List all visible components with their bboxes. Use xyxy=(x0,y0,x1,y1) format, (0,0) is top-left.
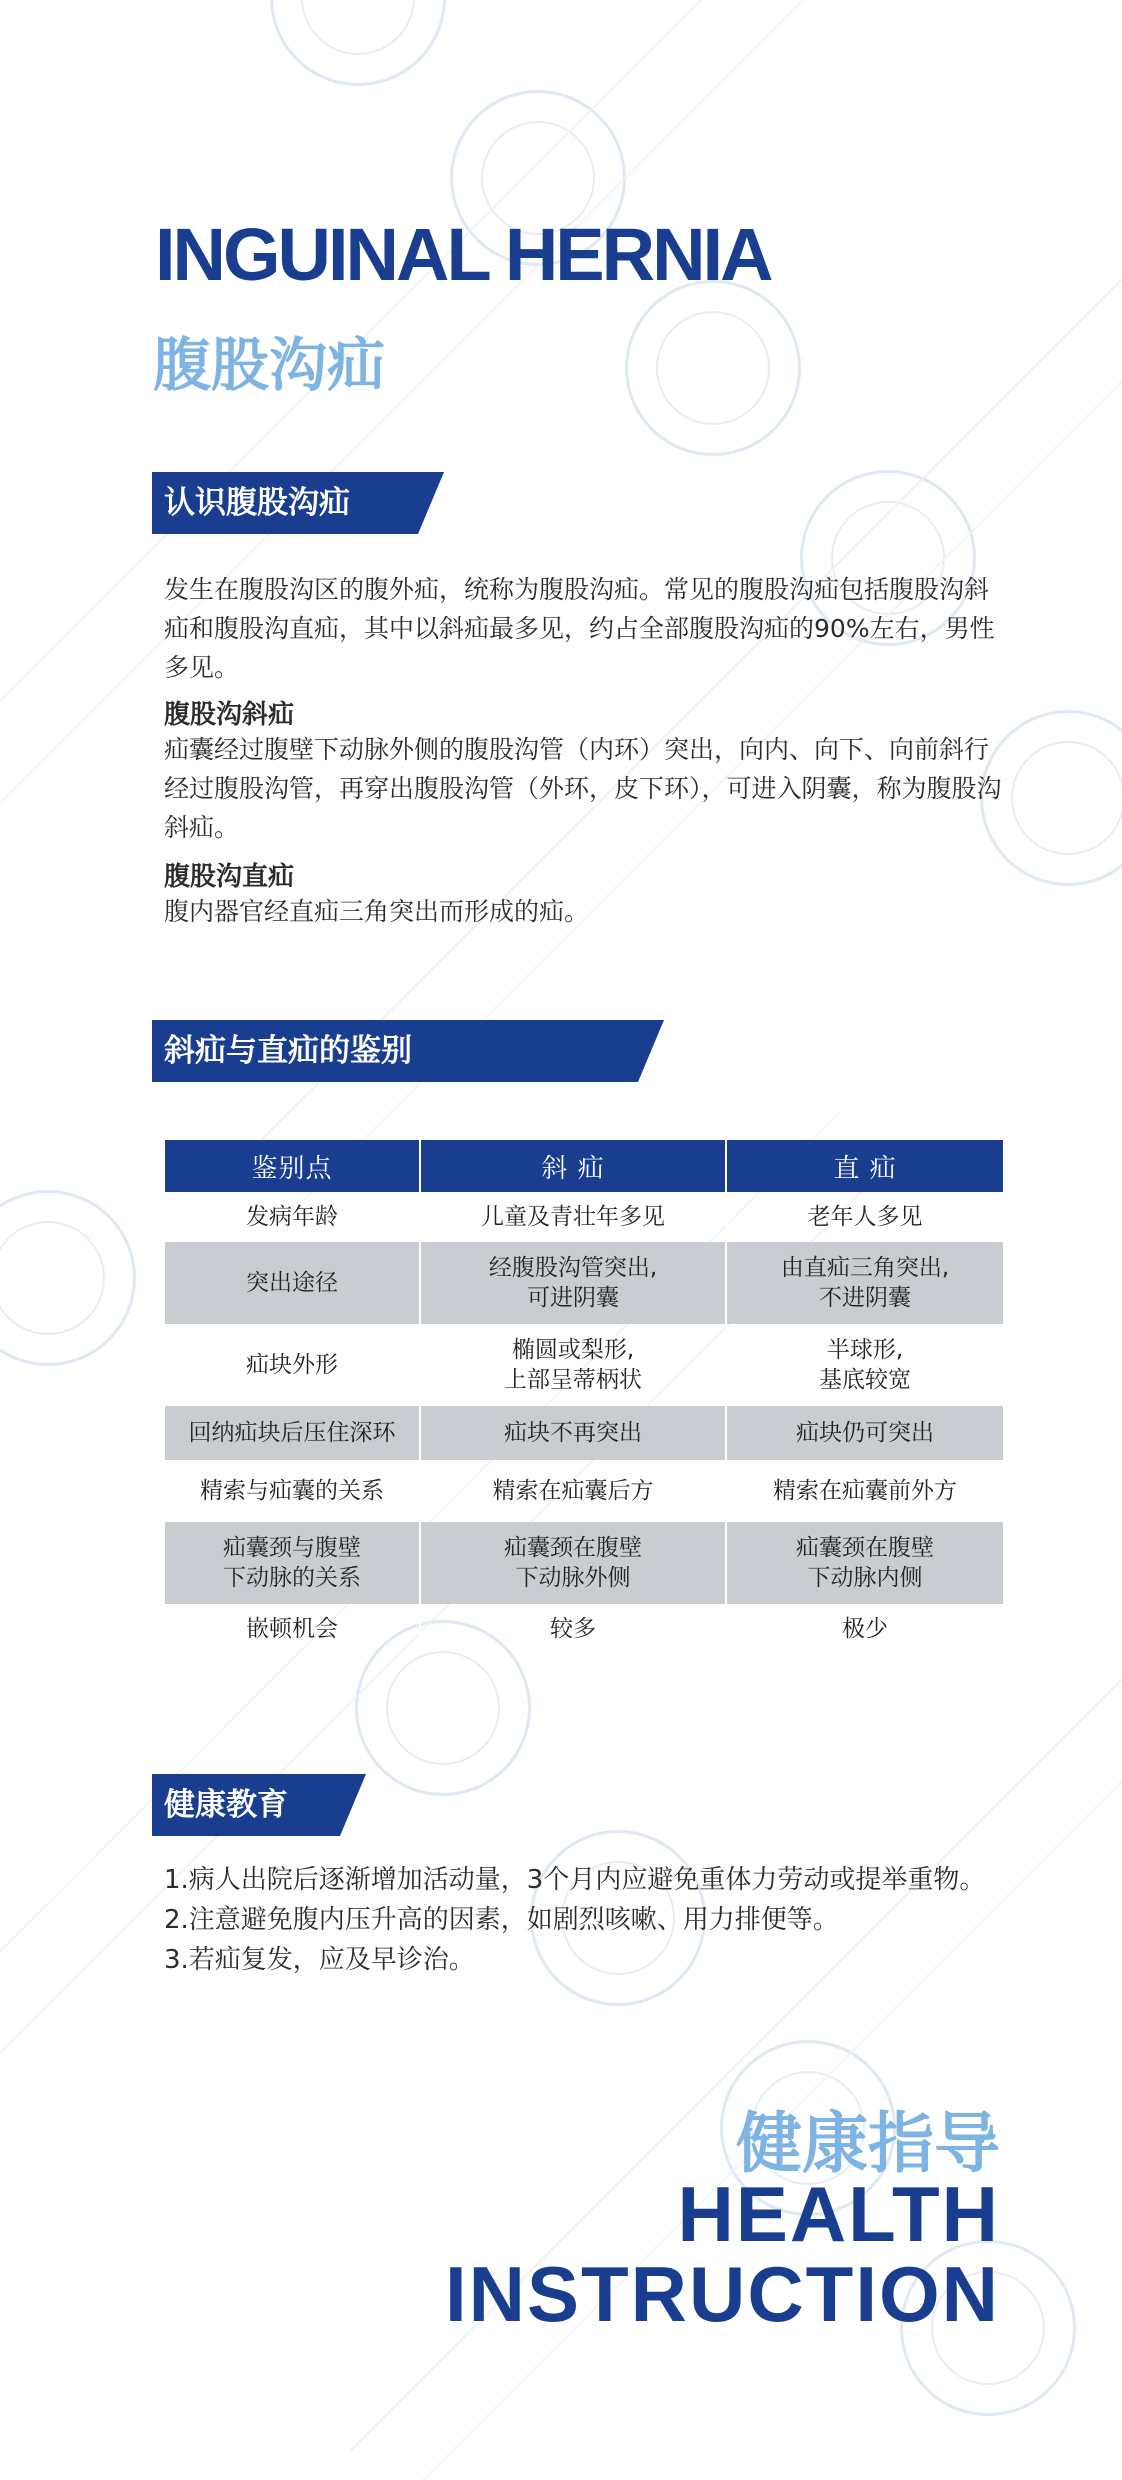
table-cell-line: 疝块外形 xyxy=(246,1352,338,1378)
table-cell-line: 疝块不再突出 xyxy=(504,1420,642,1446)
list-item: 1.病人出院后逐渐增加活动量，3个月内应避免重体力劳动或提举重物。 xyxy=(164,1865,986,1895)
section-heading-education xyxy=(152,1774,340,1836)
table-cell-line: 由直疝三角突出, xyxy=(780,1255,950,1281)
table-cell xyxy=(726,1324,1003,1406)
table-cell-line: 下动脉内侧 xyxy=(807,1565,923,1591)
table-cell xyxy=(420,1242,726,1324)
differentiation-table xyxy=(165,1140,1003,1654)
table-cell-line: 极少 xyxy=(842,1616,888,1642)
table-cell-line: 可进阴囊 xyxy=(527,1285,619,1311)
table-cell xyxy=(420,1604,726,1654)
table-cell-line: 半球形, xyxy=(826,1337,904,1363)
table-cell xyxy=(420,1522,726,1604)
table-cell-line: 上部呈蒂柄状 xyxy=(504,1367,642,1393)
table-cell-line: 发病年龄 xyxy=(246,1204,338,1230)
table-cell xyxy=(726,1604,1003,1654)
table-cell-line: 嵌顿机会 xyxy=(246,1616,338,1642)
section-heading-about xyxy=(152,472,418,534)
table-cell xyxy=(420,1406,726,1460)
table-cell-line: 精索与疝囊的关系 xyxy=(200,1478,384,1504)
section-heading-about-label: 认识腹股沟疝 xyxy=(164,485,350,521)
table-cell xyxy=(420,1192,726,1242)
indirect-hernia-title: 腹股沟斜疝 xyxy=(164,700,295,730)
table-cell-line: 突出途径 xyxy=(246,1270,338,1296)
table-cell-line: 较多 xyxy=(550,1616,596,1642)
table-header-cell: 斜 疝 xyxy=(420,1140,726,1192)
table-cell-line: 基底较宽 xyxy=(819,1367,911,1393)
table-cell xyxy=(726,1522,1003,1604)
table-cell-line: 下动脉外侧 xyxy=(515,1565,631,1591)
table-cell-line: 疝囊颈在腹壁 xyxy=(504,1535,642,1561)
watermark-seal-icon xyxy=(625,280,801,456)
table-cell xyxy=(165,1192,420,1242)
section-heading-differentiation xyxy=(152,1020,638,1082)
table-row xyxy=(165,1406,1003,1460)
table-row xyxy=(165,1192,1003,1242)
table-cell-line: 疝囊颈在腹壁 xyxy=(796,1535,934,1561)
table-cell xyxy=(420,1324,726,1406)
section-heading-differentiation-label: 斜疝与直疝的鉴别 xyxy=(164,1033,412,1069)
watermark-seal-icon xyxy=(270,0,446,86)
watermark-seal-icon xyxy=(0,1190,136,1366)
table-cell-line: 精索在疝囊前外方 xyxy=(773,1478,957,1504)
table-cell-line: 回纳疝块后压住深环 xyxy=(188,1420,396,1446)
list-item: 2.注意避免腹内压升高的因素，如剧烈咳嗽、用力排便等。 xyxy=(164,1905,839,1935)
list-item: 3.若疝复发，应及早诊治。 xyxy=(164,1945,475,1975)
table-cell xyxy=(165,1406,420,1460)
table-cell-line: 老年人多见 xyxy=(807,1204,923,1230)
table-row xyxy=(165,1242,1003,1324)
table-cell xyxy=(726,1406,1003,1460)
table-cell-line: 疝块仍可突出 xyxy=(796,1420,934,1446)
table-header-cell: 直 疝 xyxy=(726,1140,1003,1192)
table-cell-line: 儿童及青壮年多见 xyxy=(481,1204,665,1230)
table-cell xyxy=(726,1242,1003,1324)
table-header-row xyxy=(165,1140,1003,1192)
table-row xyxy=(165,1604,1003,1654)
table-row xyxy=(165,1460,1003,1522)
table-cell xyxy=(165,1242,420,1324)
table-cell xyxy=(165,1460,420,1522)
section-heading-education-label: 健康教育 xyxy=(164,1787,288,1823)
table-cell xyxy=(420,1460,726,1522)
direct-hernia-title: 腹股沟直疝 xyxy=(164,862,295,892)
table-row xyxy=(165,1324,1003,1406)
table-cell xyxy=(165,1522,420,1604)
table-cell-line: 不进阴囊 xyxy=(819,1285,911,1311)
page-title-en: INGUINAL HERNIA xyxy=(155,213,771,296)
table-cell-line: 下动脉的关系 xyxy=(223,1565,361,1591)
page-title-cn: 腹股沟疝 xyxy=(153,331,386,399)
table-cell-line: 精索在疝囊后方 xyxy=(492,1478,654,1504)
table-cell-line: 椭圆或梨形, xyxy=(511,1337,635,1363)
table-header-cell: 鉴别点 xyxy=(165,1140,420,1192)
table-cell-line: 经腹股沟管突出, xyxy=(488,1255,658,1281)
direct-hernia-text: 腹内器官经直疝三角突出而形成的疝。 xyxy=(164,897,590,926)
table-row xyxy=(165,1522,1003,1604)
footer-title-en-line1: HEALTH xyxy=(677,2170,1000,2258)
footer-title-en-line2: INSTRUCTION xyxy=(445,2250,1000,2338)
footer-title-cn: 健康指导 xyxy=(736,2105,1000,2182)
indirect-hernia-text: 疝囊经过腹壁下动脉外侧的腹股沟管（内环）突出，向内、向下、向前斜行经过腹股沟管，再穿出腹股沟管（外环，皮下环），可进入阴囊，称为腹股沟斜疝。 xyxy=(164,735,1002,842)
intro-paragraph: 发生在腹股沟区的腹外疝，统称为腹股沟疝。常见的腹股沟疝包括腹股沟斜疝和腹股沟直疝，其中以斜疝最多见，约占全部腹股沟疝的90%左右，男性多见。 xyxy=(164,575,995,682)
table-cell-line: 疝囊颈与腹壁 xyxy=(223,1535,361,1561)
table-cell xyxy=(726,1460,1003,1522)
table-cell xyxy=(726,1192,1003,1242)
table-body xyxy=(165,1192,1003,1654)
table-cell xyxy=(165,1324,420,1406)
education-list xyxy=(164,1860,1014,1980)
table-cell xyxy=(165,1604,420,1654)
